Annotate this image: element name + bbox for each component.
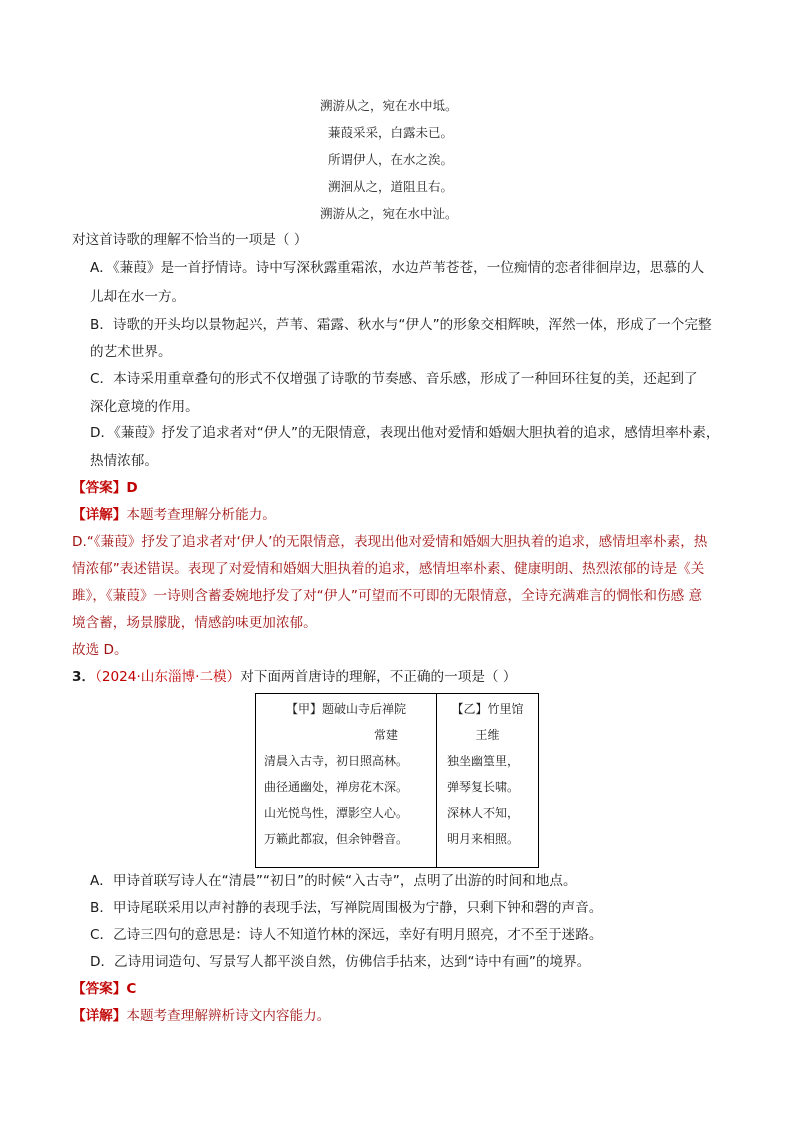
detail-tag: 【详解】 <box>72 507 127 523</box>
poem-a-line: 山光悦鸟性，潭影空人心。 <box>264 806 409 820</box>
poem-a-title: 【甲】题破山寺后禅院 <box>285 702 406 716</box>
detail-text: 本题考查理解辨析诗文内容能力。 <box>126 1008 331 1024</box>
question-source: （2024·山东淄博·二模） <box>95 669 241 685</box>
q3-detail-label <box>72 1006 330 1026</box>
poem-line: 溯洄从之，道阻且右。 <box>328 179 454 194</box>
poem-line: 蒹葭采采，白露未已。 <box>328 125 454 140</box>
explanation-line: 情浓郁”表述错误。表现了对爱情和婚姻大胆执着的追求，感情坦率朴素、健康明朗、热烈浓郁的诗是《关 <box>72 561 705 577</box>
q3-option-b: B．甲诗尾联采用以声衬静的表现手法，写禅院周围极为宁静，只剩下钟和磬的声音。 <box>90 900 603 916</box>
option-c-line2: 深化意境的作用。 <box>90 399 199 415</box>
detail-tag: 【详解】 <box>72 1008 127 1024</box>
poem-a-line: 万籁此都寂，但余钟磬音。 <box>264 832 409 846</box>
q3-answer-label <box>72 979 136 999</box>
poem-line: 溯游从之，宛在水中沚。 <box>320 206 458 221</box>
poem-a-cell <box>256 694 437 868</box>
explanation-line: 境含蓄，场景朦胧，情感韵味更加浓郁。 <box>72 615 317 631</box>
poem-a-line: 曲径通幽处，禅房花木深。 <box>264 780 409 794</box>
poem-b-line: 明月来相照。 <box>447 832 520 846</box>
poem-a-author: 常建 <box>373 728 398 742</box>
poem-b-title: 【乙】竹里馆 <box>451 702 524 716</box>
q3-option-a: A．甲诗首联写诗人在“清晨”“初日”的时候“入古寺”，点明了出游的时间和地点。 <box>90 873 577 889</box>
option-b-line2: 的艺术世界。 <box>90 344 172 360</box>
poem-table <box>255 693 539 868</box>
detail-label <box>72 505 276 525</box>
question-number: 3． <box>72 669 96 685</box>
option-a-line2: 儿却在水一方。 <box>90 289 186 305</box>
explanation-line: D.“《蒹葭》抒发了追求者对‘伊人’的无限情意，表现出他对爱情和婚姻大胆执着的追求，感情坦率朴素，热 <box>72 534 708 550</box>
answer-tag: 【答案】 <box>72 480 127 496</box>
poem-b-cell <box>437 694 539 868</box>
poem-b-line: 深林人不知， <box>447 806 520 820</box>
answer-label <box>72 478 138 498</box>
question-3-stem <box>72 667 516 687</box>
poem-b-line: 独坐幽篁里， <box>447 754 520 768</box>
poem-a-line: 清晨入古寺，初日照高林。 <box>264 754 409 768</box>
poem-line: 所谓伊人，在水之涘。 <box>328 152 454 167</box>
detail-text: 本题考查理解分析能力。 <box>126 507 276 523</box>
option-a-line1: A．《蒹葭》是一首抒情诗。诗中写深秋露重霜浓，水边芦苇苍苍，一位痴情的恋者徘徊岸边，思慕的人 <box>90 260 705 276</box>
conclusion: 故选 D。 <box>72 642 128 658</box>
answer-value: D <box>126 480 138 496</box>
answer-tag: 【答案】 <box>72 981 127 997</box>
poem-line: 溯游从之，宛在水中坻。 <box>320 98 458 113</box>
q3-option-c: C．乙诗三四句的意思是：诗人不知道竹林的深远，幸好有明月照亮，才不至于迷路。 <box>90 927 603 943</box>
option-d-line2: 热情浓郁。 <box>90 453 158 469</box>
poem-b-line: 弹琴复长啸。 <box>447 780 520 794</box>
answer-value: C <box>126 981 137 997</box>
option-b-line1: B．诗歌的开头均以景物起兴，芦苇、霜露、秋水与“伊人”的形象交相辉映，浑然一体，形成了一个完整 <box>90 317 712 333</box>
poem-b-author: 王维 <box>475 728 500 742</box>
explanation-line: 雎》，《蒹葭》一诗则含蓄委婉地抒发了对“伊人”可望而不可即的无限情意，全诗充满难言的惆怅和伤感 意 <box>72 588 703 604</box>
option-c-line1: C．本诗采用重章叠句的形式不仅增强了诗歌的节奏感、音乐感，形成了一种回环往复的美，还起到了 <box>90 371 698 387</box>
question-stem: 对这首诗歌的理解不恰当的一项是（ ） <box>72 232 308 248</box>
q3-option-d: D．乙诗用词造句、写景写人都平淡自然，仿佛信手拈来，达到“诗中有画”的境界。 <box>90 954 591 970</box>
question-text: 对下面两首唐诗的理解，不正确的一项是（ ） <box>240 669 517 685</box>
option-d-line1: D．《蒹葭》抒发了追求者对“伊人”的无限情意，表现出他对爱情和婚姻大胆执着的追求，感情坦率朴素， <box>90 425 720 441</box>
